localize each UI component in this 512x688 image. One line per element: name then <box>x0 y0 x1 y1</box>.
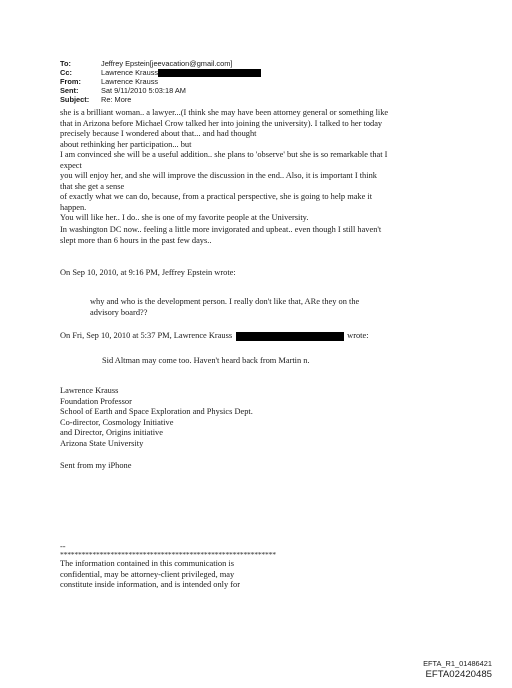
quoted-header-2-prefix: On Fri, Sep 10, 2010 at 5:37 PM, Lawrence Krauss <box>60 331 233 340</box>
text-line: that in Arizona before Michael Crow talked her into joining the university). I talked to her today <box>60 118 383 128</box>
quoted-message-2 <box>60 356 460 367</box>
from-label: From: <box>60 76 81 86</box>
to-value: Jeffrey Epstein[jeevacation@gmail.com] <box>101 59 233 68</box>
separator-dashes: -- <box>60 542 66 551</box>
text-line: she is a brilliant woman.. a lawyer...(I think she may have been attorney general or something like <box>60 108 389 117</box>
signature-block <box>60 386 460 449</box>
text-line: of exactly what we can do, because, from a practical perspective, she is going to help make it <box>60 192 373 201</box>
redaction-box <box>158 69 261 77</box>
disclaimer-block <box>60 543 460 591</box>
to-row <box>60 60 261 69</box>
sent-label: Sent: <box>60 85 79 95</box>
disclaimer-line: constitute inside information, and is intended only for <box>60 580 241 589</box>
cc-label: Cc: <box>60 67 72 77</box>
signature-line: School of Earth and Space Exploration and Physics Dept. <box>60 407 253 416</box>
text-line: that she get a sense <box>60 181 125 191</box>
text-line: In washington DC now.. feeling a little more invigorated and upbeat.. even though I still haven't <box>60 225 382 234</box>
text-line: about rethinking her participation... but <box>60 139 192 149</box>
redaction-box <box>236 332 344 341</box>
text-line: I am convinced she will be a useful addition.. she plans to 'observe' but she is so remarkable that I <box>60 150 388 159</box>
subject-value: Re: More <box>101 94 132 104</box>
quoted-header-2 <box>60 331 460 342</box>
cc-row <box>60 69 261 78</box>
signature-line: Foundation Professor <box>60 396 132 406</box>
signature-line: Arizona State University <box>60 438 144 448</box>
from-value: Lawrence Krauss <box>101 76 159 86</box>
text-line: you will enjoy her, and she will improve the discussion in the end.. Also, it is important I think <box>60 171 377 180</box>
disclaimer-line: The information contained in this communication is <box>60 559 234 568</box>
email-header <box>60 60 261 105</box>
text-line: advisory board?? <box>90 307 148 317</box>
message-paragraph-1 <box>60 108 460 224</box>
signature-line: Co-director, Cosmology Initiative <box>60 417 174 427</box>
text-line: precisely because I wondered about that... and had thought <box>60 129 257 138</box>
quoted-message-1 <box>60 297 460 318</box>
footer-id-1: EFTA_R1_01486421 <box>423 659 492 668</box>
signature-line: Lawrence Krauss <box>60 386 119 395</box>
text-line: You will like her.. I do.. she is one of my favorite people at the University. <box>60 213 309 222</box>
text-line: why and who is the development person. I really don't like that, ARe they on the <box>90 297 360 306</box>
to-label: To: <box>60 59 71 68</box>
sent-value: Sat 9/11/2010 5:03:18 AM <box>101 85 186 95</box>
text-line: Sid Altman may come too. Haven't heard back from Martin n. <box>102 356 310 365</box>
separator-stars: ************************************************************ <box>60 550 276 559</box>
cc-value: Lawrence Krauss <box>101 67 159 77</box>
message-paragraph-2 <box>60 225 460 246</box>
subject-row <box>60 96 261 105</box>
sent-from-line: Sent from my iPhone <box>60 461 132 470</box>
text-line: expect <box>60 160 82 170</box>
footer-id-2: EFTA02420485 <box>425 669 492 680</box>
subject-label: Subject: <box>60 94 90 104</box>
sent-row <box>60 87 261 96</box>
signature-line: and Director, Origins initiative <box>60 428 163 437</box>
quoted-header-1: On Sep 10, 2010, at 9:16 PM, Jeffrey Epstein wrote: <box>60 268 236 277</box>
disclaimer-line: confidential, may be attorney-client privileged, may <box>60 569 235 579</box>
quoted-header-2-suffix: wrote: <box>347 331 369 340</box>
text-line: happen. <box>60 202 87 212</box>
text-line: slept more than 6 hours in the past few days.. <box>60 235 212 245</box>
